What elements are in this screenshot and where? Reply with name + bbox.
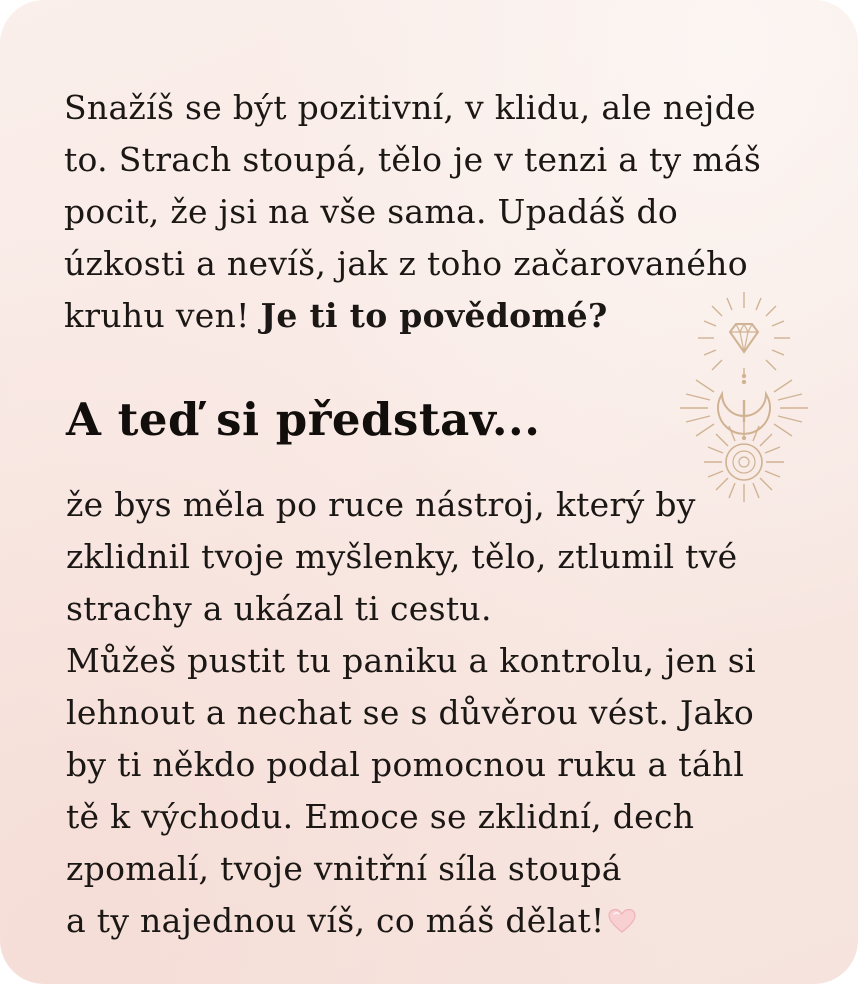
celestial-diamond-moon-sun-icon <box>674 280 814 510</box>
body-text: že bys měla po ruce nástroj, který by zklidnil tvoje myšlenky, tělo, ztlumil tvé strachy a ukázal ti cestu. Můžeš pustit tu paniku a kontrolu, jen si lehnout a nechat se s důvěrou vést. Jako by ti někdo podal pomocnou ruku a táhl tě k východu. Emoce se zklidní, dech zpomalí, tvoje vnitřní síla stoupá a ty najednou víš, co máš dělat! <box>66 485 756 940</box>
intro-emphasis: Je ti to povědomé? <box>260 296 608 335</box>
pink-heart-icon <box>607 908 637 934</box>
intro-text: Snažíš se být pozitivní, v klidu, ale nejde to. Strach stoupá, tělo je v tenzi a ty máš pocit, že jsi na vše sama. Upadáš do úzkosti a nevíš, jak z toho začarovaného kruhu ven! <box>64 88 762 335</box>
body-paragraph <box>66 479 826 947</box>
section-heading: A teď si představ... <box>66 393 541 446</box>
